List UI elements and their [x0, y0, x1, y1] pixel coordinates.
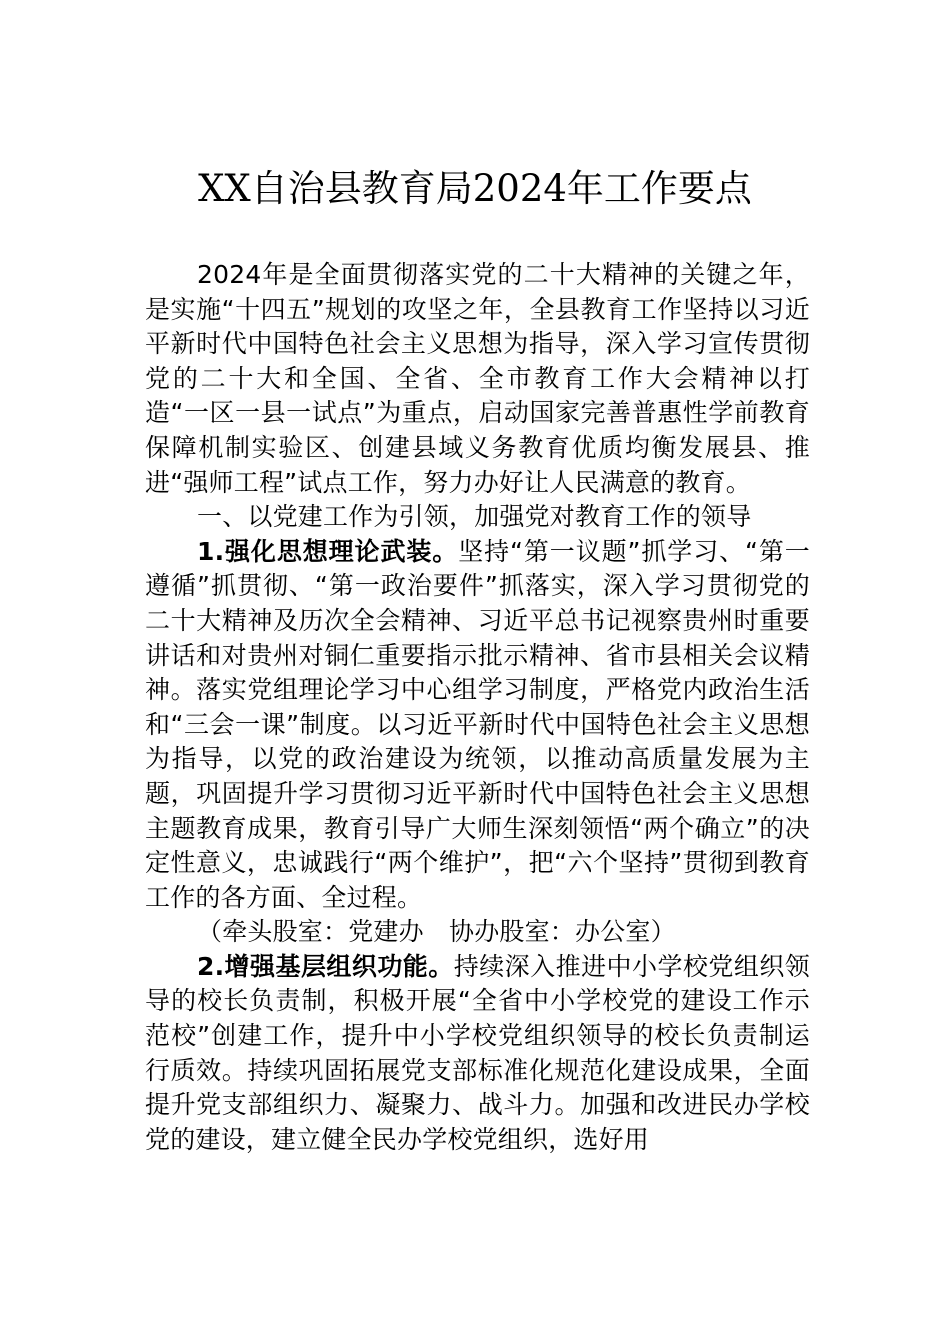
document-body	[145, 258, 810, 1157]
section-heading: 一、以党建工作为引领，加强党对教育工作的领导	[197, 502, 752, 532]
intro-paragraph: 2024年是全面贯彻落实党的二十大精神的关键之年，是实施“十四五”规划的攻坚之年，全县教育工作坚持以习近平新时代中国特色社会主义思想为指导，深入学习宣传贯彻党的二十大和全国、全省、全市教育工作大会精神以打造“一区一县一试点”为重点，启动国家完善普惠性学前教育保障机制实验区、创建县域义务教育优质均衡发展县、推进“强师工程”试点工作，努力办好让人民满意的教育。	[145, 260, 810, 497]
item-1-responsible-note: （牵头股室：党建办 协办股室：办公室）	[197, 917, 676, 947]
item-1-paragraph	[145, 535, 810, 916]
item-2-paragraph	[145, 950, 810, 1158]
item-2-title: 2.增强基层组织功能。	[197, 951, 454, 981]
item-1-body: 坚持“第一议题”抓学习、“第一遵循”抓贯彻、“第一政治要件”抓落实，深入学习贯彻党的二十大精神及历次全会精神、习近平总书记视察贵州时重要讲话和对贵州对铜仁重要指示批示精神、省市县相关会议精神。落实党组理论学习中心组学习制度，严格党内政治生活和“三会一课”制度。以习近平新时代中国特色社会主义思想为指导，以党的政治建设为统领，以推动高质量发展为主题，巩固提升学习贯彻习近平新时代中国特色社会主义思想主题教育成果，教育引导广大师生深刻领悟“两个确立”的决定性意义，忠诚践行“两个维护”，把“六个坚持”贯彻到教育工作的各方面、全过程。	[145, 536, 811, 912]
item-2-body: 持续深入推进中小学校党组织领导的校长负责制，积极开展“全省中小学校党的建设工作示范校”创建工作，提升中小学校党组织领导的校长负责制运行质效。持续巩固拓展党支部标准化规范化建设成果，全面提升党支部组织力、凝聚力、战斗力。加强和改进民办学校党的建设，建立健全民办学校党组织，选好用	[145, 951, 810, 1154]
item-1-title: 1.强化思想理论武装。	[197, 536, 459, 566]
document-title: XX自治县教育局2024年工作要点	[198, 167, 752, 210]
